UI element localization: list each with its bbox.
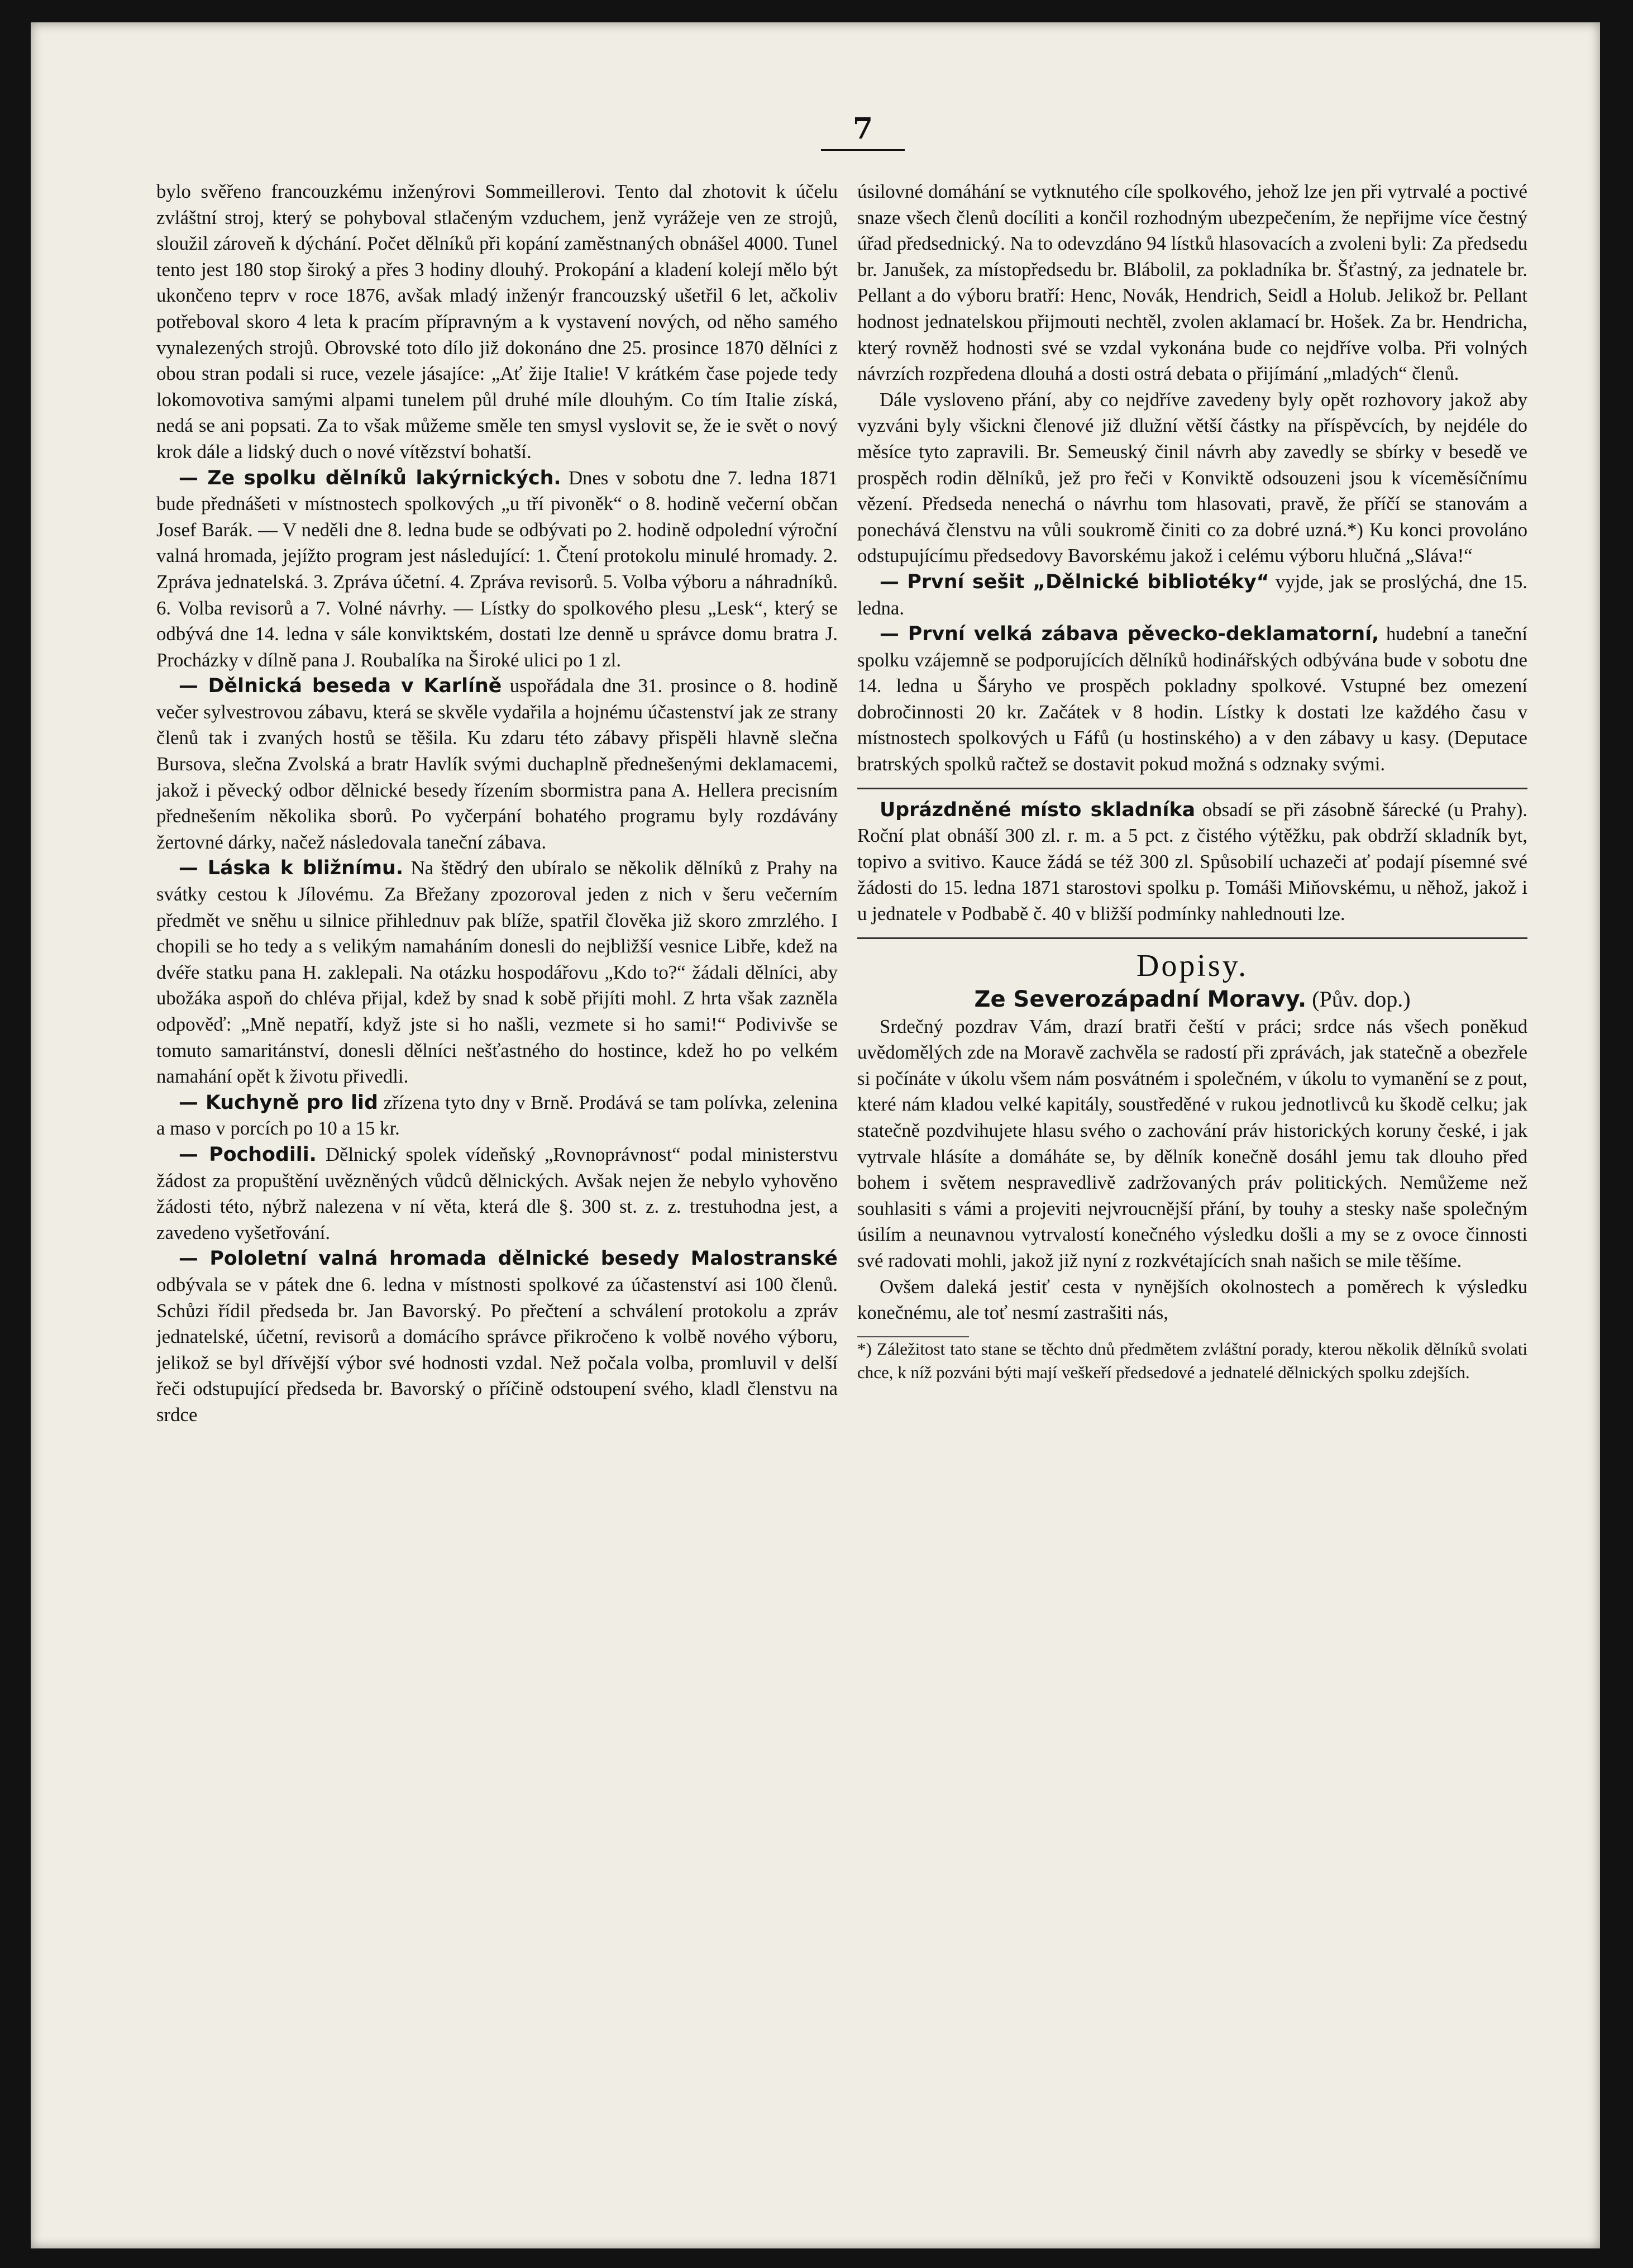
news-item-headline: — Dělnická beseda v Karlíně: [179, 675, 502, 698]
section-title: Dopisy.: [1136, 948, 1249, 983]
paragraph: bylo svěřeno francouzkému inženýrovi Sommeillerovi. Tento dal zhotovit k účelu zvláštní stroj, který se pohyboval stlačeným vzduchem, jenž vyrážeje ven ze strojů, sloužil zároveň k dýchání. Počet dělníků při kopání zaměstnaných obnášel 4000. Tunel tento jest 180 stop široký a přes 3 hodiny dlouhý. Prokopání a kladení kolejí mělo být ukončeno teprv v roce 1876, avšak mladý inženýr francouzský ušetřil 6 let, ačkoliv potřeboval skoro 4 leta k pracím přípravným a k vystavení nových, od něho samého vynalezených strojů. Obrovské toto dílo již dokonáno dne 25. prosince 1870 dělníci z obou stran podali si ruce, vezele jásajíce: „Ať žije Italie! V krátkém čase pojede tedy lokomovotiva samými alpami tunelem půl druhé míle dlouhým. Co tím Italie získá, nedá se ani popsati. Za to však můžeme směle ten smysl vyslovit se, že ie svět o nový krok dále a lidský duch o nové vítězství bohatší.: [156, 180, 838, 463]
news-item-text: odbývala se v pátek dne 6. ledna v místnosti spolkové za účastenství asi 100 členů. Schůzi řídil předseda br. Jan Bavorský. Po přečtení a schválení protokolu a zpráv jednatelské, účetní, revisorů a domácího správce přikročeno k volbě nového výboru, jelikož se byl dřívější výbor své hodnosti vzdal. Než počala volba, promluvil v delší řeči odstupující předseda br. Bavorský o příčině odstoupení svého, kladl členstvu na srdce: [156, 1273, 838, 1426]
news-item: [857, 569, 1527, 621]
news-item: [156, 855, 838, 1089]
news-item-text: Dnes v sobotu dne 7. ledna 1871 bude přednášeti v místnostech spolkových „u tří pivoněk“ o 8. hodině večerní občan Josef Barák. — V neděli dne 8. ledna bude se odbývati po 2. hodině odpolední výroční valná hromada, jejížto program jest následující: 1. Čtení protokolu minulé hromady. 2. Zpráva jednatelská. 3. Zpráva účetní. 4. Zpráva revisorů. 5. Volba výboru a náhradníků. 6. Volba revisorů a 7. Volné návrhy. — Lístky do spolkového plesu „Lesk“, který se odbývá dne 14. ledna v sále konviktském, dostati lze denně u správce domu bratra J. Procházky v dílně pana J. Roubalíka na Široké ulici po 1 zl.: [156, 466, 838, 671]
page-number: 7: [821, 112, 905, 151]
paragraph: Dále vysloveno přání, aby co nejdříve zavedeny byly opět rozhovory jakož aby vyzváni byly všickni členové již dlužní větší částky na příspěvcích, by nejdéle do měsíce tyto zapravili. Br. Semeuský činil návrh aby zavedly se sbírky v besedě ve prospěch rodin dělníků, jež pro řeči v Konviktě odsouzeni jsou k víceměsíčnímu vězení. Předseda nenechá o návrhu tom hlasovati, pravě, že příčí se stanovám a ponechává členstvu na vůli soukromě činiti co za dobré uzná.*) Ku konci provoláno odstupujícímu předsedovy Bavorskému jakož i celému výboru hlučná „Sláva!“: [857, 388, 1527, 567]
news-item-text: Na štědrý den ubíralo se několik dělníků z Prahy na svátky cestou k Jílovému. Za Břežany zpozoroval jeden z nich v šeru večerním předmět ve sněhu u silnice přihlednuv pak blíže, spatřil člověka již skoro zmrzlého. I chopili se ho tedy a s velikým namaháním donesli do nejbližší vesnice Libře, kdež na dvéře statku pana H. zaklepali. Na otázku hospodářovu „Kdo to?“ žádali dělníci, aby ubožáka aspoň do chléva přijal, kdež by snad k sobě přijíti mohl. Z hrta však zazněla odpověď: „Mně nepatří, když jste si ho našli, vezmete si ho sami!“ Podivivše se tomuto samaritánství, donesli dělníci nešťastného do hostince, kdež ho po velkém namahání opět k životu přivedli.: [156, 857, 838, 1088]
news-item-headline: — Láska k bližnímu.: [179, 857, 404, 880]
article-note: (Pův. dop.): [1312, 986, 1411, 1012]
news-item: [156, 465, 838, 674]
news-item-headline: — Pololetní valná hromada dělnické besedy Malostranské: [179, 1247, 838, 1270]
news-item-headline: — Pochodili.: [179, 1143, 317, 1166]
news-item-text: uspořádala dne 31. prosince o 8. hodině večer sylvestrovou zábavu, která se skvěle vydařila a hojnému účastenství jak ze strany členů tak i zvaných hostů se těšila. Ku zdaru této zábavy přispěli hlavně slečna Bursova, slečna Zvolská a bratr Havlík svými duchaplně přednešenými deklamacemi, jakož i pěvecký odbor dělnické besedy řízením sbormistra pana A. Hellera precisním přednešením několika sborů. Po vyčerpání bohatého programu byly rozdávány žertovné dárky, načež následovala taneční zábava.: [156, 675, 838, 853]
news-item-headline: — Ze spolku dělníků lakýrnických.: [179, 466, 561, 489]
article-heading: [857, 985, 1527, 1014]
news-item: [857, 797, 1527, 927]
news-item-text: vyjde, jak se proslýchá, dne 15. ledna.: [857, 570, 1527, 619]
news-item: [156, 1142, 838, 1246]
news-item: [857, 621, 1527, 778]
news-item: [156, 673, 838, 855]
news-item-text: hudební a taneční spolku vzájemně se podporujících dělníků hodinářských odbývána bude v sobotu dne 14. ledna u Šáryho ve prospěch pokladny spolkové. Vstupné bez omezení dobročinnosti 20 kr. Začátek v 8 hodin. Lístky k dostati lze každého času v místnostech spolkových u Fáfů (u hostinského) a v den zábavy u kasy. (Deputace bratrských spolků račtež se dostavit pokud možná s odznaky svými.: [857, 623, 1527, 775]
news-item-text: Dělnický spolek vídeňský „Rovnoprávnost“ podal ministerstvu žádost za propuštění uvězněných vůdců dělnických. Avšak nejen že nebylo vyhověno žádosti této, nýbrž nalezena v ní věta, která dle §. 300 st. z. z. trestuhodna jest, a zavedeno vyšetřování.: [156, 1143, 838, 1243]
left-column: [156, 179, 838, 1428]
footnote: *) Záležitost tato stane se těchto dnů předmětem zvláštní porady, kterou několik dělníků svolati chce, k níž pozváni býti mají veškeří předsedové a jednatelé dělnických spolku zdejších.: [857, 1338, 1527, 1382]
news-item-text: zřízena tyto dny v Brně. Prodává se tam polívka, zelenina a maso v porcích po 10 a 15 kr.: [156, 1091, 838, 1140]
news-item-headline: — První sešit „Dělnické bibliotéky“: [880, 570, 1269, 593]
paragraph: Srdečný pozdrav Vám, drazí bratři čeští v práci; srdce nás všech poněkud uvědomělých zde na Moravě zachvěla se radostí při zprávách, jak statečně a obezřele si počínáte v úkolu všem nám posvátném i společném, v úkolu to vymanění se z pout, které nám kladou velké kapitály, soustředěné v rukou jednotlivců ku škodě celku; jak statečně pozdvihujete hlasu svého o zachování práv historických koruny české, i jak vytrvale hlásíte a domáháte se, by dělník konečně dosáhl jemu tak dlouho před bohem i světem nespravedlivě zadržovaných práv politických. Nemůžeme než souhlasiti s vámi a projeviti nejvroucnější přání, by touhy a stesky naše společným úsilím a neunavnou vytrvalostí konečného výsledku došli a my se z ovoce činnosti své radovati mohli, jakož již nyní z rozkvétajících snah našich se mile těšíme.: [857, 1015, 1527, 1271]
news-item-headline: Uprázdněné místo skladníka: [880, 798, 1196, 821]
article-title: Ze Severozápadní Moravy.: [974, 986, 1307, 1012]
right-column: [857, 179, 1527, 1384]
news-item: [156, 1090, 838, 1142]
paragraph: úsilovné domáhání se vytknutého cíle spolkového, jehož lze jen při vytrvalé a poctivé snaze všech členů docíliti a končil rozhodným ubezpečením, že nepřijme více čestný úřad předsednický. Na to odevzdáno 94 lístků hlasovacích a zvoleni byli: Za předsedu br. Janušek, za místopředsedu br. Blábolil, za pokladníka br. Šťastný, za jednatele br. Pellant a do výboru bratří: Henc, Novák, Hendrich, Seidl a Holub. Jelikož br. Pellant hodnost jednatelskou přijmouti nechtěl, zvolen aklamací br. Hošek. Za br. Hendricha, který rovněž hodnosti své se vzdal vykonána bude co nejdříve volba. Při volných návrzích rozpředena dlouhá a dosti ostrá debata o přijímání „mladých“ členů.: [857, 180, 1527, 385]
separator-rule: [857, 788, 1527, 789]
news-item-headline: — Kuchyně pro lid: [179, 1091, 378, 1114]
separator-rule: [857, 937, 1527, 939]
news-item-text: obsadí se při zásobně šárecké (u Prahy). Roční plat obnáší 300 zl. r. m. a 5 pct. z čistého výtěžku, pak obdrží skladník byt, topivo a svitivo. Kauce žádá se též 300 zl. Spůsobilí uchazeči ať podají písemné své žádosti do 15. ledna 1871 starostovi spolku p. Tomáši Miňovskému, u něhož, jakož i u jednatele v Podbabě č. 40 v bližší podmínky nahlednouti lze.: [857, 798, 1527, 925]
news-item-headline: — První velká zábava pěvecko-deklamatorní,: [880, 623, 1379, 646]
news-item: [156, 1246, 838, 1428]
paragraph: Ovšem daleká jestiť cesta v nynějších okolnostech a poměrech k výsledku konečnému, ale toť nesmí zastrašiti nás,: [857, 1275, 1527, 1324]
